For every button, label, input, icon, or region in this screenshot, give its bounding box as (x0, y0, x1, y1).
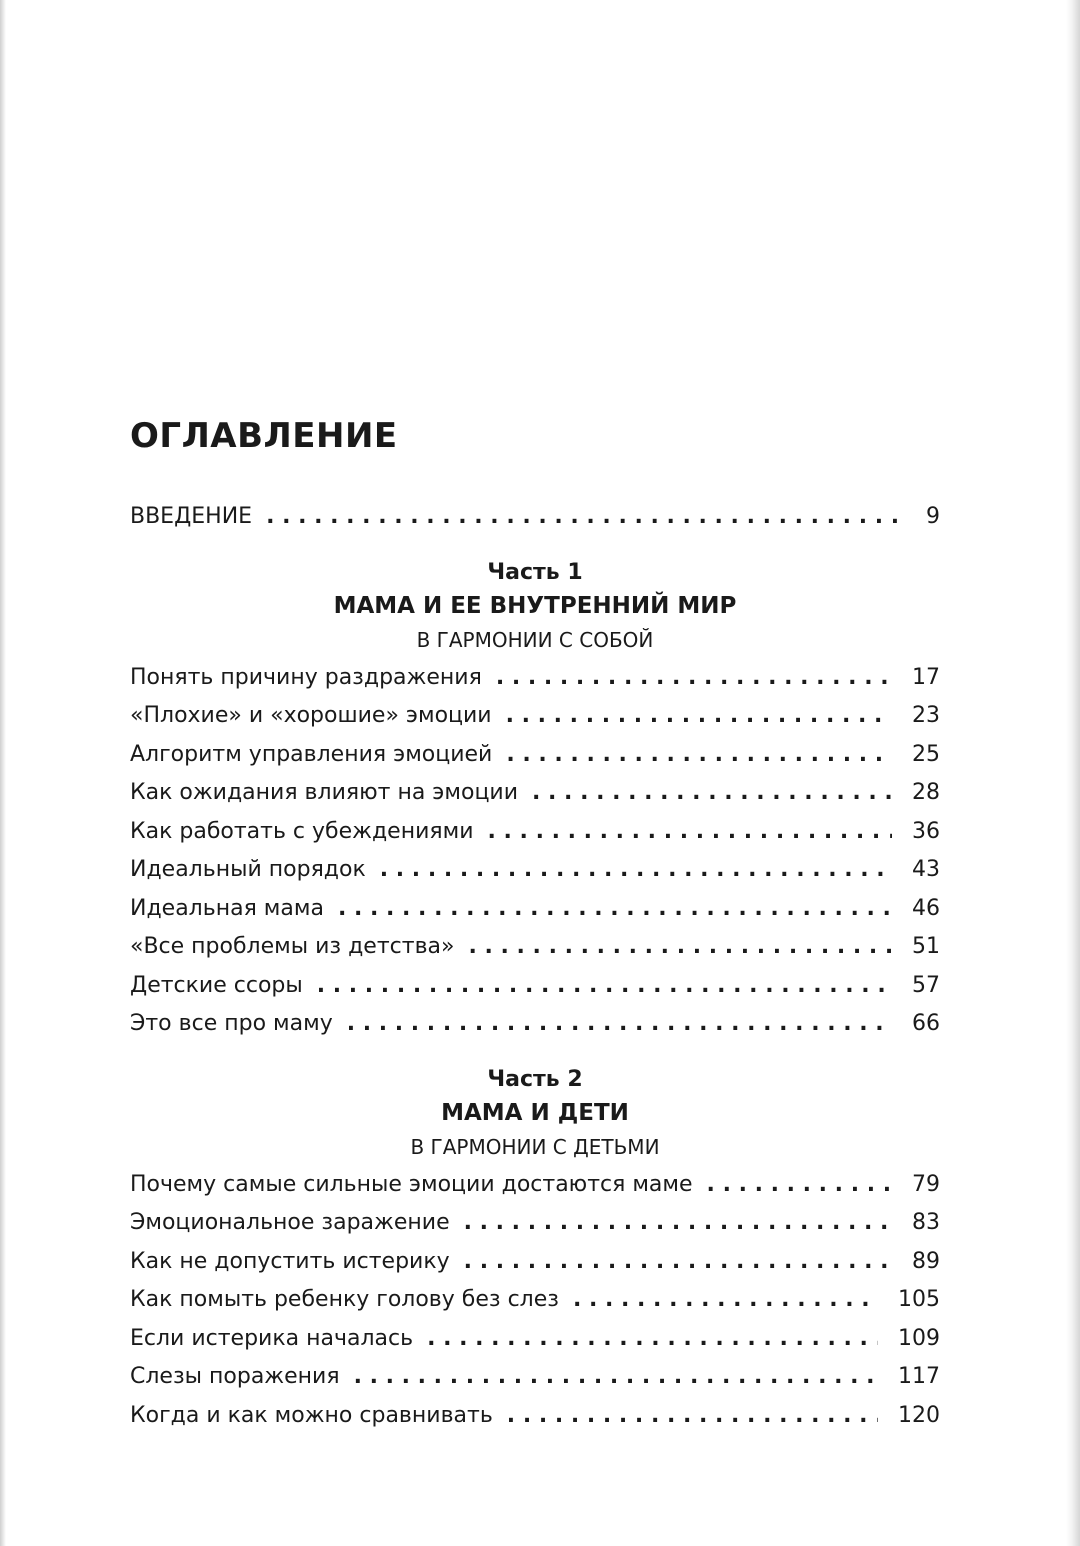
toc-entry-label: ВВЕДЕНИЕ (130, 504, 253, 529)
toc-entry-label: Алгоритм управления эмоцией (130, 741, 493, 767)
toc-entry-page: 36 (912, 818, 940, 844)
dot-leader (532, 774, 892, 812)
toc-entry-page: 117 (898, 1364, 940, 1389)
toc-entry (130, 659, 940, 698)
toc-entry-label: Как не допустить истерику (130, 1248, 450, 1274)
toc-entry-page: 17 (912, 664, 940, 690)
toc-entry-intro (130, 498, 940, 537)
part-2-entries (130, 1166, 940, 1436)
toc-entry-page: 120 (898, 1402, 940, 1428)
toc-entry-page: 89 (912, 1248, 940, 1274)
toc-entry-label: «Все проблемы из детства» (130, 934, 455, 959)
toc-entry-page: 66 (912, 1011, 940, 1036)
toc-entry (130, 1166, 940, 1205)
toc-entry-page: 79 (912, 1171, 940, 1197)
dot-leader (468, 928, 892, 966)
toc-entry-label: Идеальный порядок (130, 857, 366, 882)
dot-leader (380, 851, 892, 889)
toc-entry-page: 57 (912, 972, 940, 998)
toc-entry-label: Когда и как можно сравнивать (130, 1402, 493, 1428)
toc-entry (130, 851, 940, 890)
dot-leader (496, 659, 892, 697)
dot-leader (488, 813, 892, 851)
part-title: МАМА И ДЕТИ (441, 1099, 629, 1126)
dot-leader (317, 967, 892, 1005)
toc-entry-label: «Плохие» и «хорошие» эмоции (130, 703, 492, 728)
part-spacer (130, 1044, 940, 1062)
toc-entry (130, 1204, 940, 1243)
page-edge-right (1066, 0, 1080, 1546)
dot-leader (338, 890, 892, 928)
dot-leader (507, 1397, 878, 1435)
part-number: Часть 2 (487, 1066, 583, 1092)
dot-leader (347, 1005, 892, 1043)
dot-leader (464, 1243, 892, 1281)
part-title: МАМА И ЕЕ ВНУТРЕННИЙ МИР (333, 592, 737, 619)
toc-entry (130, 736, 940, 775)
toc-entry (130, 1005, 940, 1044)
toc-entry-label: Эмоциональное заражение (130, 1210, 450, 1235)
dot-leader (354, 1358, 878, 1396)
toc-entry (130, 1320, 940, 1359)
toc-entry-label: Это все про маму (130, 1011, 333, 1036)
part-2-heading (130, 1064, 940, 1164)
table-of-contents (130, 414, 940, 1435)
toc-entry-label: Как работать с убеждениями (130, 818, 474, 844)
toc-entry (130, 697, 940, 736)
toc-entry-page: 23 (912, 703, 940, 728)
toc-entry (130, 1358, 940, 1397)
toc-entry-page: 43 (912, 857, 940, 882)
toc-entry-label: Идеальная мама (130, 895, 324, 921)
toc-entry-page: 25 (912, 741, 940, 767)
dot-leader (427, 1320, 878, 1358)
dot-leader (573, 1281, 878, 1319)
dot-leader (707, 1166, 892, 1204)
toc-entry (130, 928, 940, 967)
toc-entry-page: 109 (898, 1325, 940, 1351)
toc-entry-label: Почему самые сильные эмоции достаются маме (130, 1171, 693, 1197)
dot-leader (266, 498, 906, 536)
toc-entry (130, 774, 940, 813)
part-subtitle: В ГАРМОНИИ С ДЕТЬМИ (410, 1134, 660, 1159)
toc-entry (130, 967, 940, 1006)
part-1-entries (130, 659, 940, 1044)
dot-leader (506, 736, 892, 774)
toc-entry (130, 890, 940, 929)
toc-entry-page: 9 (926, 504, 940, 529)
part-subtitle: В ГАРМОНИИ С СОБОЙ (416, 627, 654, 652)
toc-title: ОГЛАВЛЕНИЕ (130, 416, 398, 456)
page-edge-left (0, 0, 6, 1546)
toc-entry-page: 46 (912, 895, 940, 921)
toc-entry (130, 1397, 940, 1436)
toc-entry (130, 1281, 940, 1320)
toc-entry-page: 83 (912, 1210, 940, 1235)
toc-entry-label: Если истерика началась (130, 1325, 414, 1351)
toc-entry-label: Как помыть ребенку голову без слез (130, 1287, 559, 1312)
part-1-heading (130, 557, 940, 657)
toc-entry (130, 1243, 940, 1282)
toc-entry-label: Детские ссоры (130, 972, 303, 998)
toc-entry-page: 28 (912, 780, 940, 805)
toc-entry-page: 105 (898, 1287, 940, 1312)
part-number: Часть 1 (487, 559, 583, 585)
toc-entry-label: Понять причину раздражения (130, 664, 482, 690)
dot-leader (506, 697, 892, 735)
dot-leader (464, 1204, 892, 1242)
toc-entry-label: Как ожидания влияют на эмоции (130, 780, 519, 805)
toc-entry-label: Слезы поражения (130, 1364, 340, 1389)
toc-entry-page: 51 (912, 934, 940, 959)
toc-entry (130, 813, 940, 852)
